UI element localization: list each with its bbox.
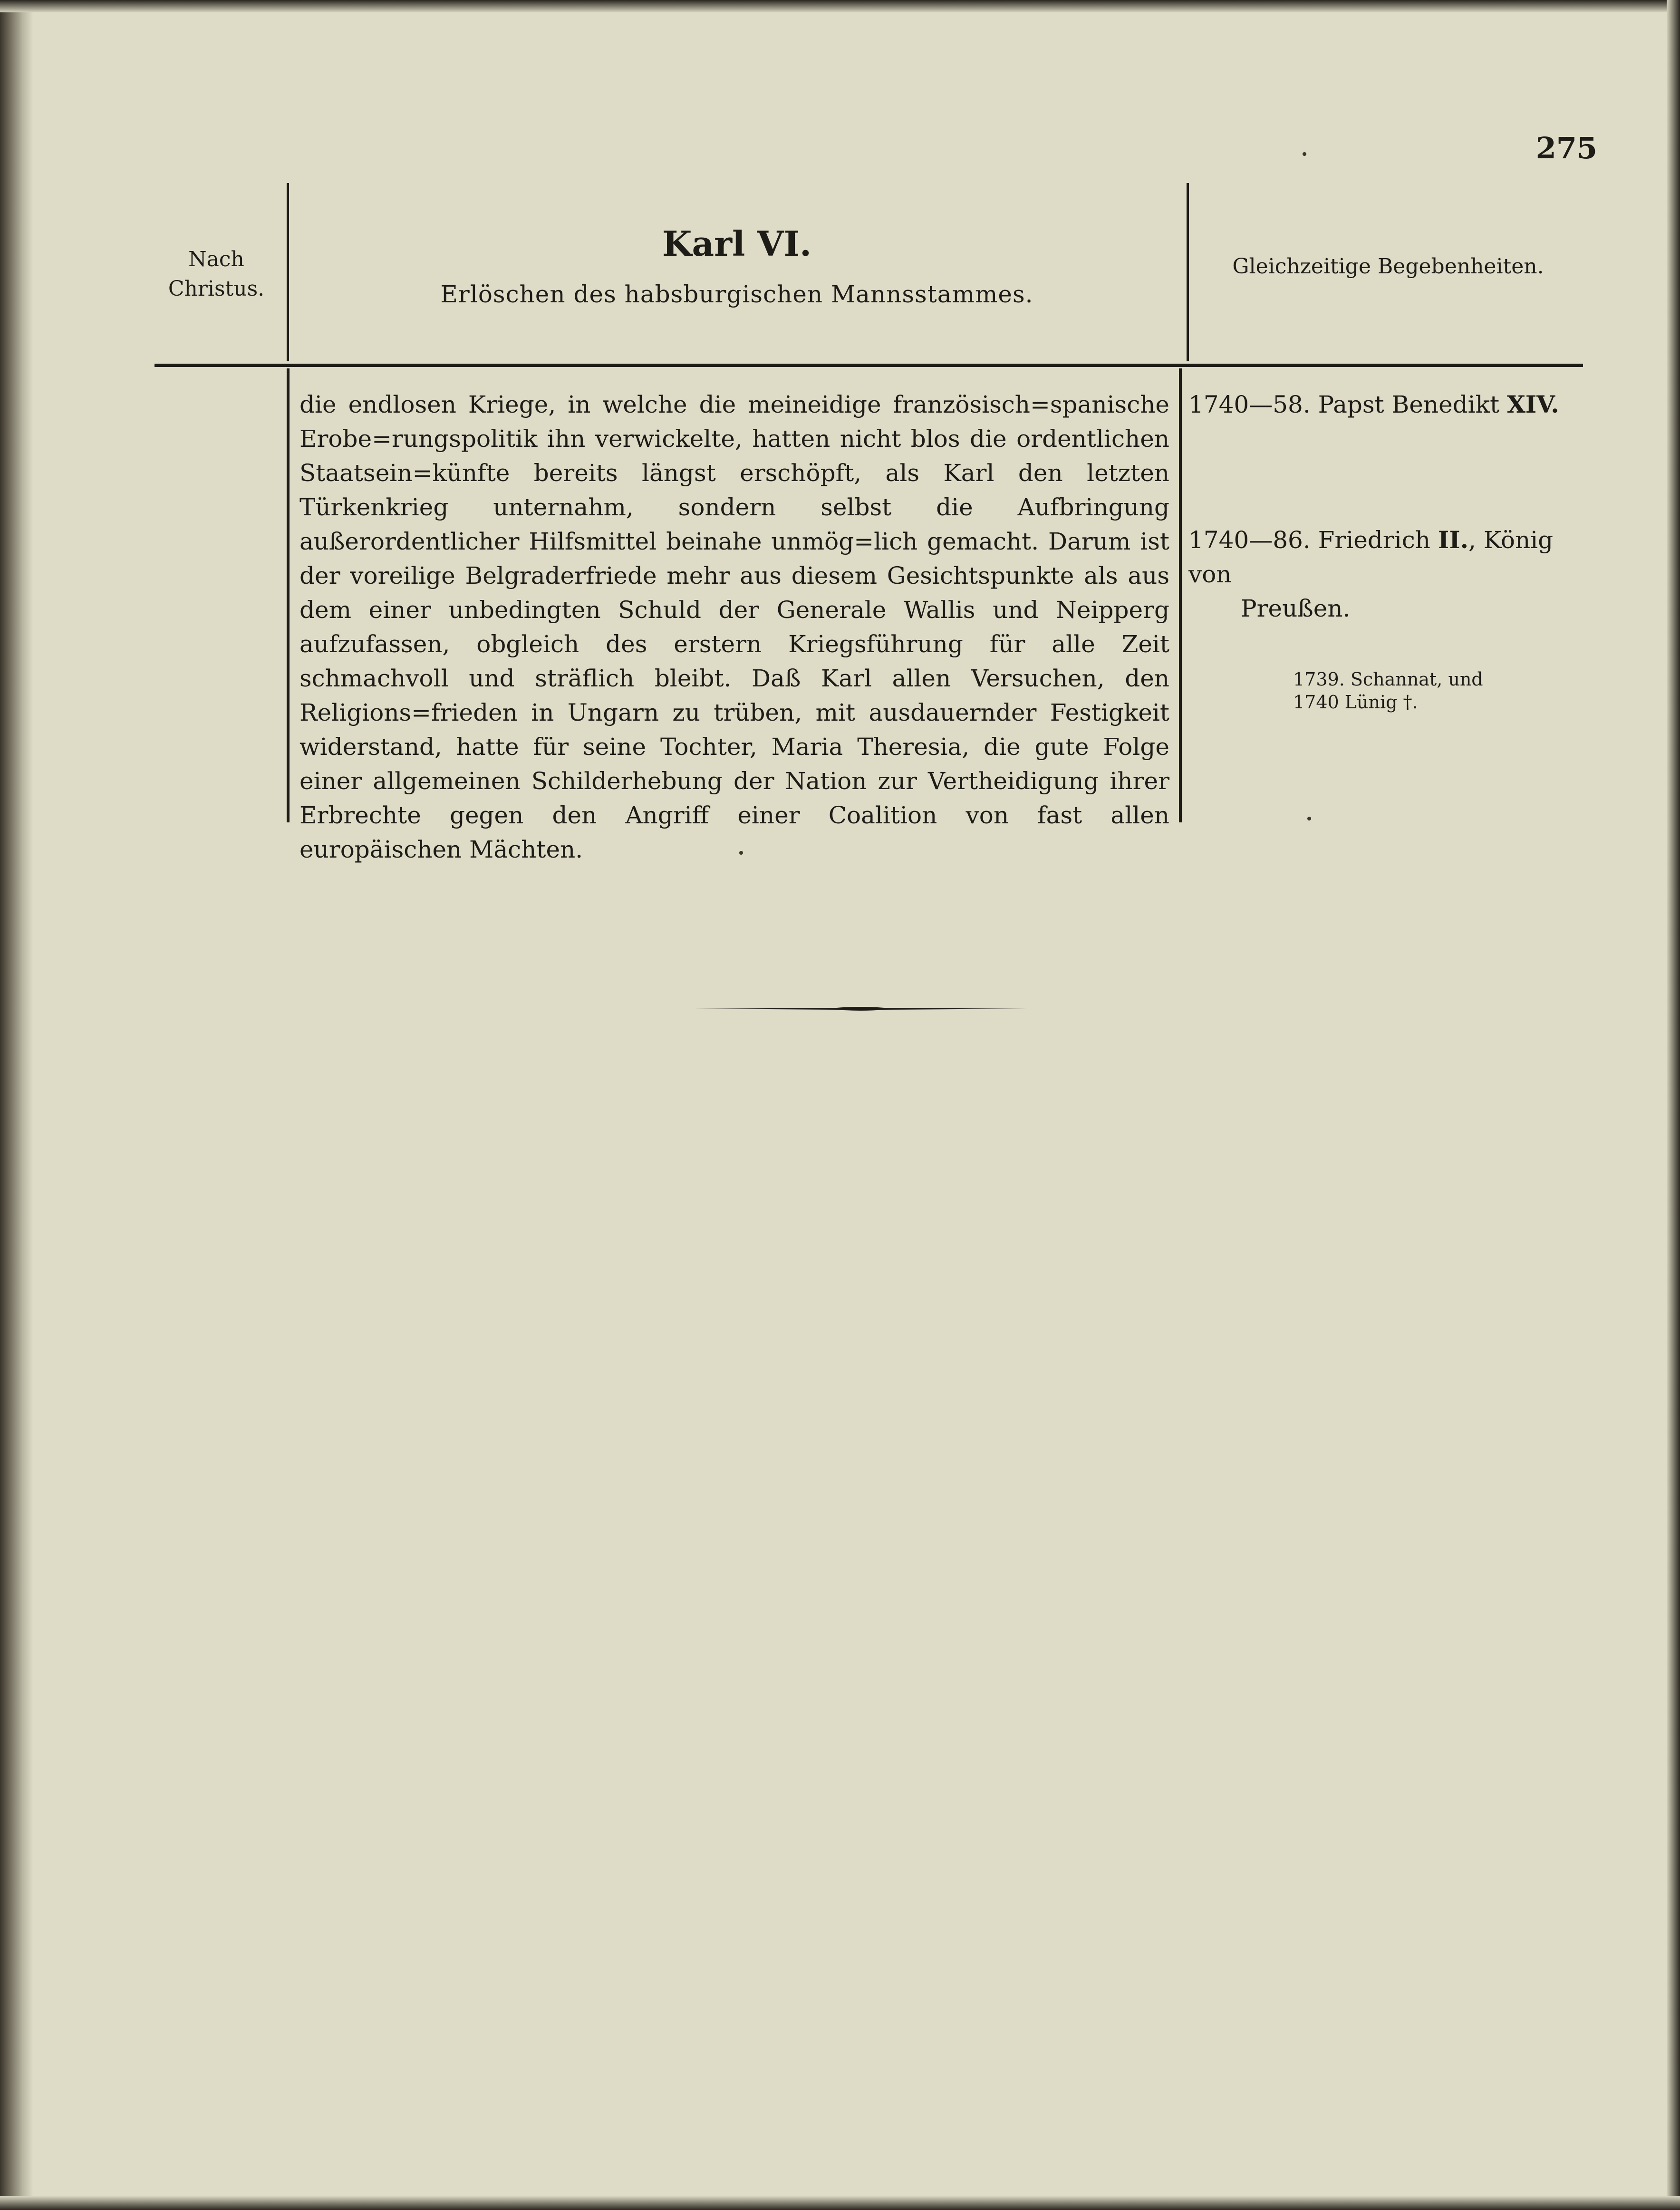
body-rule-right xyxy=(1179,368,1182,822)
event-benedikt xyxy=(1188,387,1578,422)
header-rule-right xyxy=(1187,183,1189,361)
event-dates: 1740—86. xyxy=(1188,526,1311,554)
event-friedrich xyxy=(1188,523,1578,626)
column-header-events: Gleichzeitige Begebenheiten. xyxy=(1232,254,1544,279)
event-text-rest: , König von xyxy=(1188,526,1554,588)
header-divider xyxy=(154,364,1583,367)
page-number: 275 xyxy=(1535,131,1597,165)
event-text: Friedrich xyxy=(1318,526,1430,554)
closing-ornament xyxy=(694,1006,1027,1012)
bottom-edge-shadow xyxy=(0,2196,1680,2210)
header-rule-left xyxy=(287,183,289,361)
speck xyxy=(739,851,743,855)
main-paragraph: die endlosen Kriege, in welche die meineidige französisch=spanische Erobe=rungspolitik ihn verwickelte, hatten nicht blos die ordentlichen Staatsein=künfte bereits längst erschöpft, als Karl den letzten Türkenkrieg unternahm, sondern selbst die Aufbringung außerordentlicher Hilfsmittel beinahe unmög=lich gemacht. Darum ist der voreilige Belgraderfriede mehr aus diesem Gesichtspunkte als aus dem einer unbedingten Schuld der Generale Wallis und Neipperg aufzufassen, obgleich des erstern Kriegsführung für alle Zeit schmachvoll und sträflich bleibt. Daß Karl allen Versuchen, den Religions=frieden in Ungarn zu trüben, mit ausdauernder Festigkeit widerstand, hatte für seine Tochter, Maria Theresia, die gute Folge einer allgemeinen Schilderhebung der Nation zur Vertheidigung ihrer Erbrechte gegen den Angriff einer Coalition von fast allen europäischen Mächten. xyxy=(299,391,1169,863)
event-dates: 1740—58. xyxy=(1188,391,1311,418)
page-title: Karl VI. xyxy=(662,223,812,264)
book-spine-shadow xyxy=(0,0,33,2210)
event-regnal-number: II. xyxy=(1438,526,1469,554)
right-edge-shadow xyxy=(1667,0,1680,2210)
speck xyxy=(1307,817,1311,820)
speck xyxy=(1303,152,1306,156)
page-subtitle: Erlöschen des habsburgischen Mannsstammes. xyxy=(440,280,1033,308)
top-edge-shadow xyxy=(0,0,1680,12)
body-rule-left xyxy=(287,368,290,822)
event-regnal-number: XIV. xyxy=(1506,390,1559,418)
small-note: 1739. Schannat, und 1740 Lünig †. xyxy=(1293,669,1483,713)
event-text: Papst Benedikt xyxy=(1318,391,1500,418)
event-continuation: Preußen. xyxy=(1241,595,1351,622)
column-header-date: Nach Christus. xyxy=(168,247,265,301)
main-text-column xyxy=(299,387,1169,867)
